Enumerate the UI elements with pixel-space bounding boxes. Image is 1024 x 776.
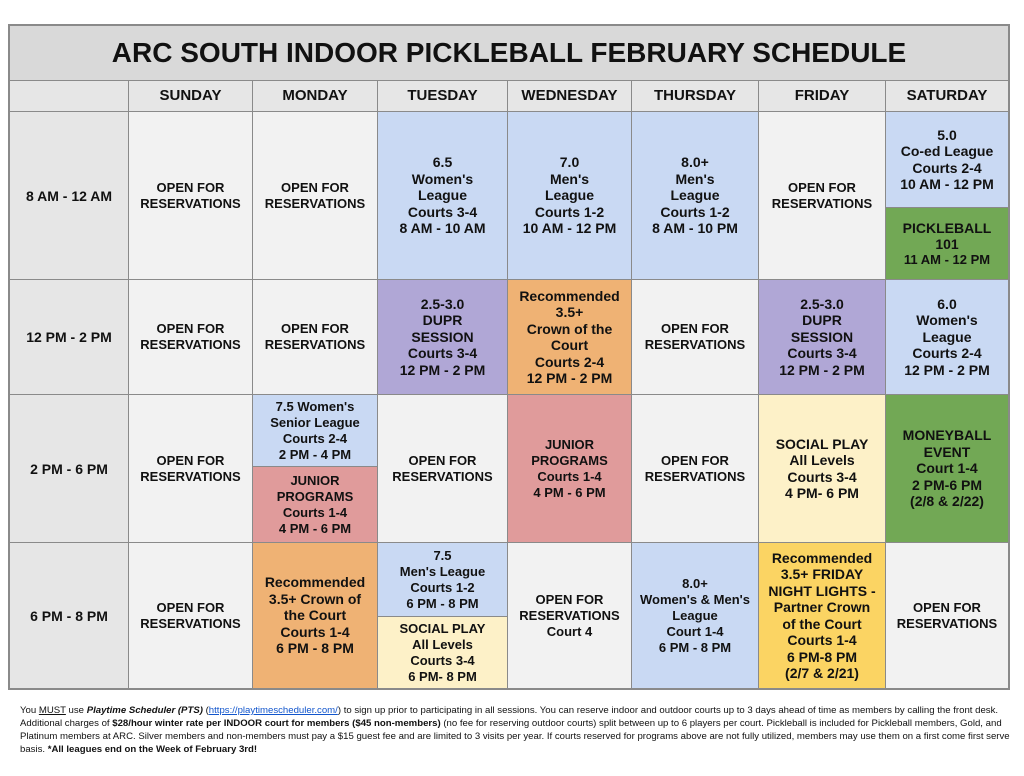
mon-12pm-open [253,280,378,395]
tue-2pm-open [378,395,508,543]
event-line: SOCIAL PLAY [775,435,869,452]
tue-6pm-event-b [378,617,508,688]
event-line: 6 PM - 8 PM [658,639,732,655]
event-line: Women's [411,170,474,187]
event-line: 3.5+ Crown of [268,590,362,607]
event-line: League [922,328,972,345]
event-line: 4 PM - 6 PM [533,484,606,500]
event-line: Courts 1-4 [537,468,602,484]
footer-text: ( [202,705,209,716]
footer-rate: $28/hour winter rate per INDOOR court for members ($45 non-members) [112,718,441,729]
thu-2pm-open [632,395,759,543]
event-line: SOCIAL PLAY [399,620,486,636]
day-header-wednesday: WEDNESDAY [508,81,632,112]
footer-text: You [20,705,39,716]
event-line: League [544,187,594,204]
open-line-1: OPEN FOR [156,321,225,336]
open-line-1: OPEN FOR [661,321,729,336]
sun-12pm-open [129,280,253,395]
event-line: DUPR [802,312,842,329]
day-header-friday: FRIDAY [759,81,886,112]
open-line-2: RESERVATIONS [140,468,241,484]
wed-8am-event [508,112,632,280]
event-line: 6.0 [937,295,957,312]
wed-2pm-event [508,395,632,543]
event-line: PROGRAMS [276,488,354,504]
sat-6pm-open [886,543,1008,688]
wed-12pm-event [508,280,632,395]
event-line: 7.5 Women's [275,398,355,414]
event-line: Men's League [399,563,486,579]
thu-8am-event [632,112,759,280]
event-line: JUNIOR [544,436,595,452]
event-line: Court 4 [546,623,593,639]
event-line: 10 AM - 12 PM [900,176,994,192]
schedule-table [8,24,1010,690]
tue-12pm-event [378,280,508,395]
event-line: Courts 1-4 [282,504,348,520]
event-line: JUNIOR [290,472,340,488]
event-line: 7.0 [559,154,580,171]
event-line: 5.0 [937,126,957,143]
mon-2pm-event-a [253,395,378,467]
event-line: RESERVATIONS [519,607,620,623]
event-line: 4 PM- 6 PM [785,485,859,501]
event-line: Courts 3-4 [410,652,475,668]
footer-text: ) to sign up prior to participating in all sessions. You can reserve indoor and outdoor courts up to 3 days ahead of time as members by calling the front desk. Additional charges of [20,705,999,729]
footer-must: MUST [38,705,66,716]
footer-pts-name: Playtime Scheduler (PTS) [86,705,203,716]
event-line: (2/7 & 2/21) [785,665,859,681]
event-line: 6.5 [432,154,453,171]
open-line-1: OPEN FOR [156,452,225,468]
event-line: Courts 2-4 [912,159,982,176]
event-line: Women's [916,312,978,329]
event-line: Crown of the [526,320,613,337]
event-line: 6 PM-8 PM [786,648,857,665]
time-label-6pm: 6 PM - 8 PM [10,543,129,688]
open-line-1: OPEN FOR [661,452,729,468]
event-line: Men's [675,170,715,187]
event-line: League [670,187,720,204]
corner-cell [10,81,129,112]
event-line: Courts 2-4 [912,345,982,362]
event-line: 101 [935,235,959,252]
event-line: Men's [549,170,590,187]
sun-2pm-open [129,395,253,543]
event-line: 2 PM-6 PM [911,476,982,493]
sat-2pm-event [886,395,1008,543]
open-line-1: OPEN FOR [788,179,856,195]
sun-6pm-open [129,543,253,688]
event-line: NIGHT LIGHTS - [768,582,876,599]
event-line: 4 PM - 6 PM [278,520,352,536]
event-line: 12 PM - 2 PM [526,370,613,386]
event-line: Partner Crown [773,599,871,615]
playtime-scheduler-link[interactable]: https://playtimescheduler.com/ [208,705,338,716]
event-line: Women's & Men's [640,591,750,607]
event-line: 2.5-3.0 [420,295,465,312]
event-line: Court [550,337,589,353]
day-header-saturday: SATURDAY [886,81,1008,112]
event-line: Courts 2-4 [534,353,605,370]
open-line-1: OPEN FOR [281,179,349,195]
open-line-1: OPEN FOR [156,179,225,195]
event-line: 3.5+ FRIDAY [780,566,864,582]
mon-6pm-event [253,543,378,688]
event-line: PICKLEBALL [902,219,992,236]
event-line: Co-ed League [900,143,994,159]
event-line: PROGRAMS [531,452,608,468]
page-title: ARC SOUTH INDOOR PICKLEBALL FEBRUARY SCHEDULE [10,26,1008,81]
sun-8am-open [129,112,253,280]
event-line: Courts 3-4 [407,345,478,362]
event-line: Courts 3-4 [787,345,857,362]
event-line: OPEN FOR [535,591,604,607]
event-line: 8.0+ [682,575,708,591]
open-line-2: RESERVATIONS [140,615,241,631]
event-line: All Levels [412,636,473,652]
event-line: the Court [283,607,347,624]
footer-text: use [65,705,87,716]
event-line: DUPR [422,312,463,329]
event-line: 2.5-3.0 [800,295,844,312]
mon-8am-open [253,112,378,280]
event-line: of the Court [782,615,862,632]
event-line: 3.5+ [555,304,584,320]
time-label-12pm: 12 PM - 2 PM [10,280,129,395]
mon-2pm-event-b [253,467,378,543]
event-line: (2/8 & 2/22) [910,493,984,510]
event-line: All Levels [789,452,855,468]
day-header-monday: MONDAY [253,81,378,112]
event-line: 12 PM - 2 PM [399,361,486,378]
event-line: Courts 1-4 [280,623,350,640]
event-line: 12 PM - 2 PM [904,361,990,378]
event-line: Courts 1-2 [534,203,605,220]
event-line: 6 PM - 8 PM [406,595,479,611]
event-line: EVENT [923,443,971,460]
open-line-2: RESERVATIONS [264,337,366,352]
event-line: 10 AM - 12 PM [522,220,617,237]
open-line-2: RESERVATIONS [644,468,746,484]
event-line: Recommended [519,287,620,304]
event-line: 12 PM - 2 PM [779,361,865,378]
tue-8am-event [378,112,508,280]
day-header-thursday: THURSDAY [632,81,759,112]
event-line: MONEYBALL [902,427,992,444]
event-line: Courts 1-2 [660,203,730,220]
open-line-1: OPEN FOR [156,599,225,615]
open-line-1: OPEN FOR [281,321,349,336]
open-line-2: RESERVATIONS [140,195,241,211]
wed-6pm-event [508,543,632,688]
event-line: 7.5 [433,547,452,563]
event-line: 8 AM - 10 AM [399,220,486,237]
open-line-2: RESERVATIONS [140,337,241,352]
day-header-sunday: SUNDAY [129,81,253,112]
event-line: Courts 1-4 [787,632,857,648]
thu-12pm-open [632,280,759,395]
open-line-1: OPEN FOR [913,599,981,615]
event-line: Recommended [264,574,366,591]
event-line: Courts 3-4 [407,203,478,220]
open-line-2: RESERVATIONS [392,468,493,484]
sat-8am-event-a [886,112,1008,208]
sat-8am-event-b [886,208,1008,280]
thu-6pm-event [632,543,759,688]
event-line: Court 1-4 [666,623,724,639]
event-line: League [672,607,718,623]
day-header-tuesday: TUESDAY [378,81,508,112]
sat-12pm-event [886,280,1008,395]
event-line: Courts 1-2 [410,579,475,595]
tue-6pm-event-a [378,543,508,617]
event-line: League [417,187,467,204]
time-label-8am: 8 AM - 12 AM [10,112,129,280]
event-line: Courts 2-4 [282,430,348,446]
time-label-2pm: 2 PM - 6 PM [10,395,129,543]
fri-8am-open [759,112,886,280]
event-line: 11 AM - 12 PM [903,251,991,267]
event-line: 6 PM- 8 PM [408,668,477,684]
open-line-2: RESERVATIONS [644,337,746,352]
open-line-2: RESERVATIONS [896,615,998,631]
event-line: 8.0+ [681,154,709,171]
event-line: 8 AM - 10 PM [652,220,738,237]
open-line-2: RESERVATIONS [264,195,366,211]
open-line-1: OPEN FOR [408,452,477,468]
event-line: SESSION [411,328,474,345]
event-line: Court 1-4 [916,460,978,477]
fri-12pm-event [759,280,886,395]
event-line: 2 PM - 4 PM [278,446,352,462]
event-line: SESSION [790,328,854,345]
footer-league-note: *All leagues end on the Week of February 3rd! [47,744,258,755]
footer-note [20,704,1010,756]
footer-text: (no fee for reserving outdoor courts) split between up to 6 players per court. Pickleball is included for Pickleball members, Gold, and Platinum members at ARC. Silver members and non-members must pay a $15 guest fee and are limited to 3 visits per year. If courts reserved for programs above are not fully utilized, members may use them on a first come first serve basis. [20,718,1010,755]
fri-2pm-event [759,395,886,543]
fri-6pm-event [759,543,886,688]
event-line: Courts 3-4 [787,468,857,485]
event-line: Senior League [270,414,360,430]
open-line-2: RESERVATIONS [771,195,873,211]
event-line: 6 PM - 8 PM [276,640,354,657]
event-line: Recommended [771,549,873,566]
